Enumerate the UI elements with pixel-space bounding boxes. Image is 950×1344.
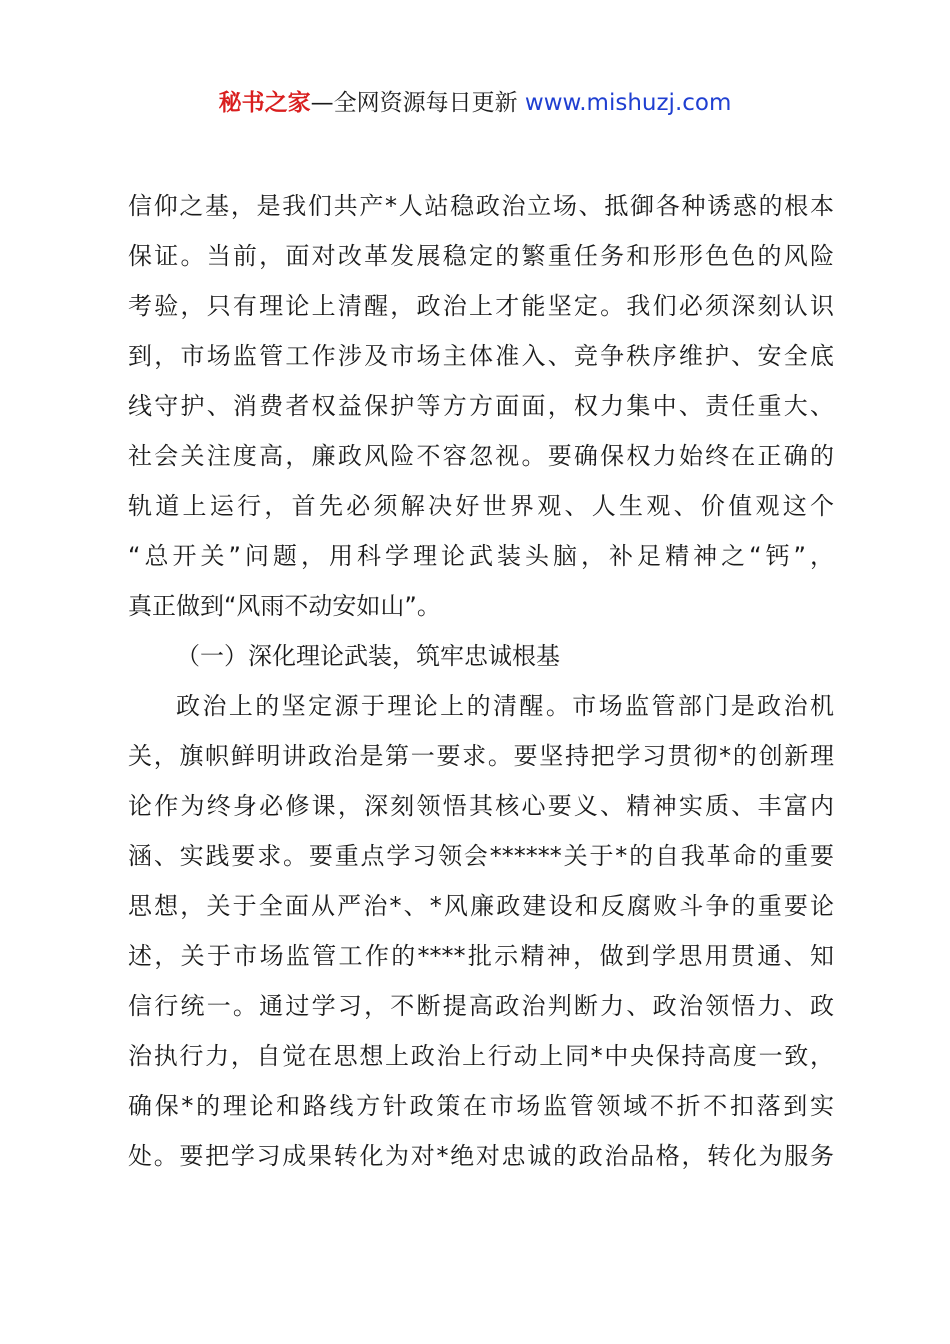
text-line: 信行统一。通过学习，不断提高政治判断力、政治领悟力、政 xyxy=(128,992,834,1020)
text-line: 社会关注度高，廉政风险不容忽视。要确保权力始终在正确的 xyxy=(128,442,834,470)
header-tagline: —全网资源每日更新 xyxy=(310,90,525,116)
text-line: 保证。当前，面对改革发展稳定的繁重任务和形形色色的风险 xyxy=(128,242,834,270)
body-text xyxy=(128,181,834,1181)
text-line: 确保*的理论和路线方针政策在市场监管领域不折不扣落到实 xyxy=(128,1092,834,1120)
page-header xyxy=(0,86,950,120)
text-line: 处。要把学习成果转化为对*绝对忠诚的政治品格，转化为服务 xyxy=(128,1142,834,1170)
brand-name: 秘书之家 xyxy=(218,90,311,116)
text-line: 关，旗帜鲜明讲政治是第一要求。要坚持把学习贯彻*的创新理 xyxy=(128,742,834,770)
text-line: 思想，关于全面从严治*、*风廉政建设和反腐败斗争的重要论 xyxy=(128,892,834,920)
text-line: 真正做到“风雨不动安如山”。 xyxy=(128,592,441,620)
text-line: 政治上的坚定源于理论上的清醒。市场监管部门是政治机 xyxy=(176,692,834,720)
text-line: 线守护、消费者权益保护等方方面面，权力集中、责任重大、 xyxy=(128,392,834,420)
text-line: 涵、实践要求。要重点学习领会******关于*的自我革命的重要 xyxy=(128,842,834,870)
text-line: 轨道上运行，首先必须解决好世界观、人生观、价值观这个 xyxy=(128,492,834,520)
text-line: 治执行力，自觉在思想上政治上行动上同*中央保持高度一致， xyxy=(128,1042,834,1070)
section-heading: （一）深化理论武装，筑牢忠诚根基 xyxy=(176,642,560,670)
text-line: 论作为终身必修课，深刻领悟其核心要义、精神实质、丰富内 xyxy=(128,792,834,820)
text-line: 述，关于市场监管工作的****批示精神，做到学思用贯通、知 xyxy=(128,942,834,970)
text-line: 到，市场监管工作涉及市场主体准入、竞争秩序维护、安全底 xyxy=(128,342,834,370)
website-link[interactable]: www.mishuzj.com xyxy=(524,90,732,116)
text-line: “总开关”问题，用科学理论武装头脑，补足精神之“钙”， xyxy=(128,542,834,570)
text-line: 信仰之基，是我们共产*人站稳政治立场、抵御各种诱惑的根本 xyxy=(128,192,834,220)
text-line: 考验，只有理论上清醒，政治上才能坚定。我们必须深刻认识 xyxy=(128,292,834,320)
